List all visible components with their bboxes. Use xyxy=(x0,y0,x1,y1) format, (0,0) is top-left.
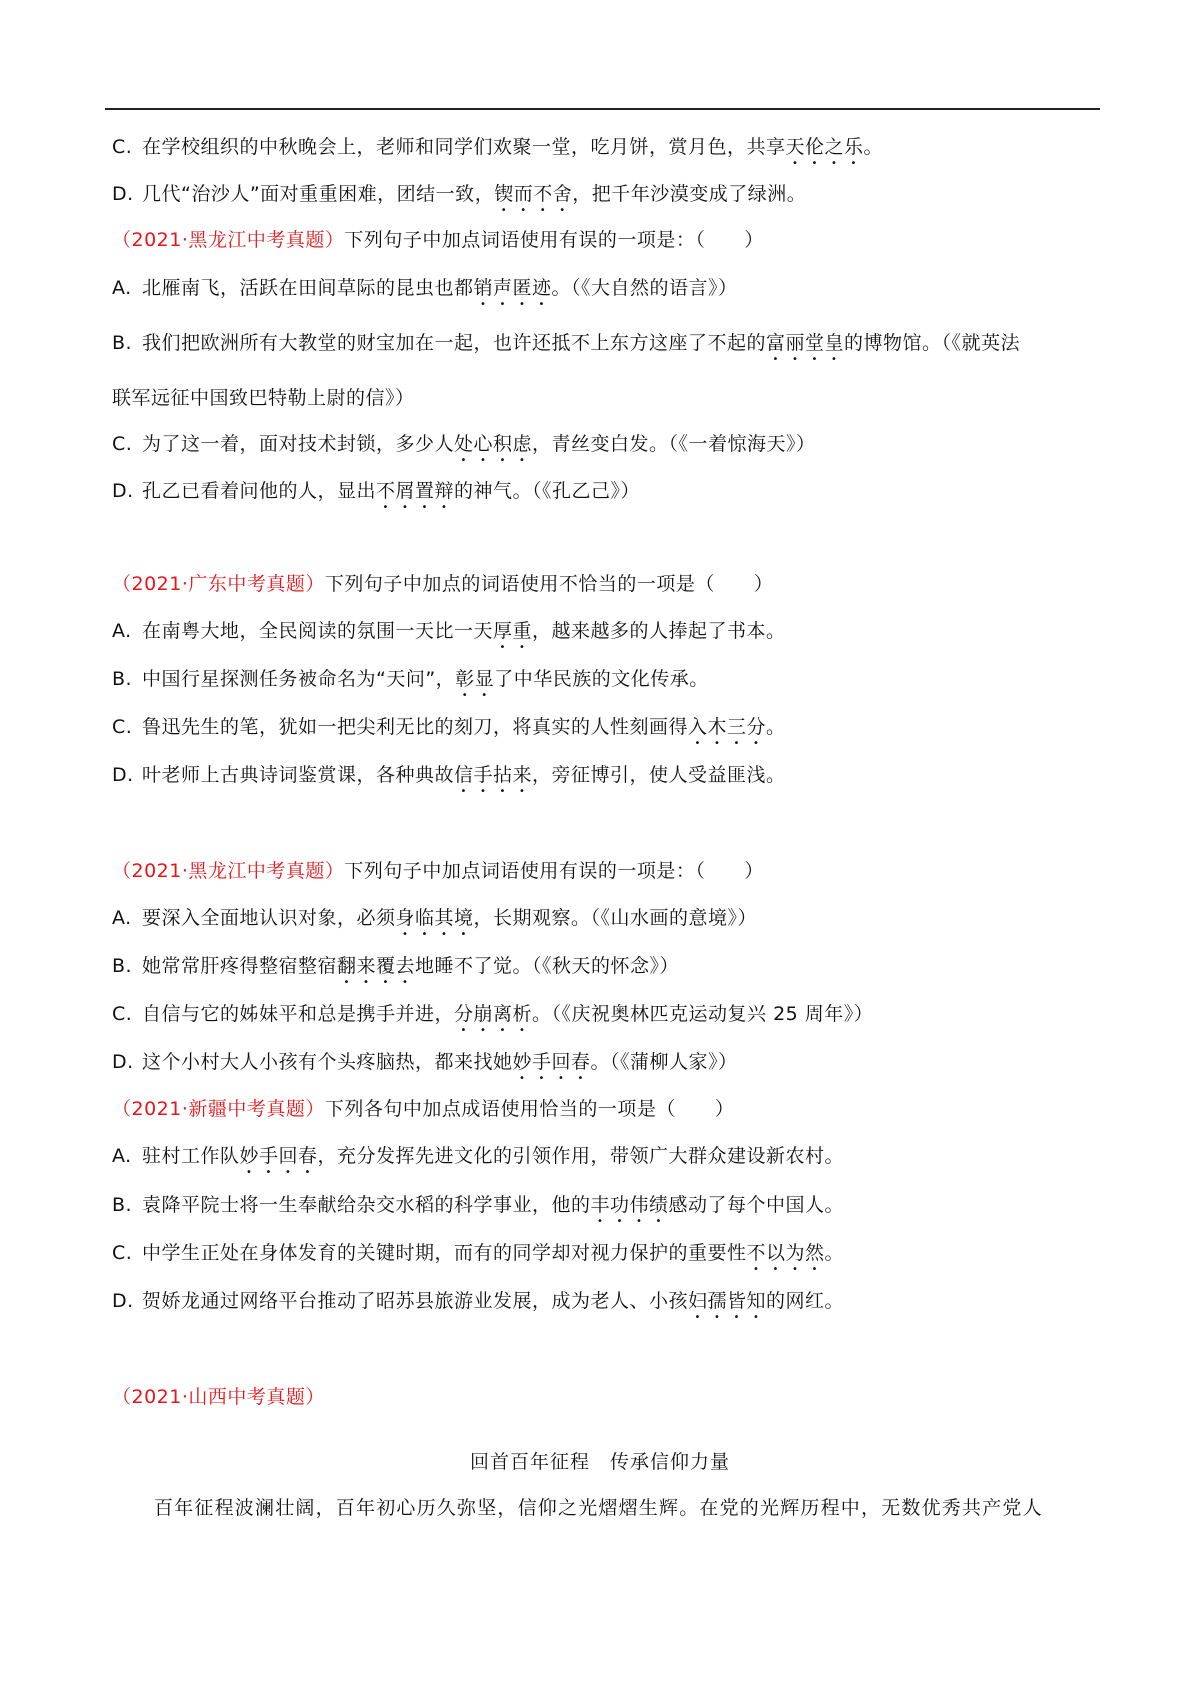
option-letter: A. xyxy=(112,620,132,642)
text-span: 我们把欧洲所有大教堂的财宝加在一起，也许还抵不上东方这座了不起的 xyxy=(142,332,767,354)
text-line xyxy=(112,133,883,169)
dotted-phrase: 锲而不舍 xyxy=(494,183,573,205)
question-source: （2021·新疆中考真题） xyxy=(112,1098,325,1120)
text-span: 的网红。 xyxy=(766,1290,845,1312)
text-span: 自信与它的姊妹平和总是携手并进， xyxy=(142,1003,455,1025)
text-line xyxy=(112,665,709,701)
option-letter: B. xyxy=(112,955,133,977)
text-span: 。（《庆祝奥林匹克运动复兴 25 周年》） xyxy=(532,1003,874,1025)
text-span: 鲁迅先生的笔，犹如一把尖利无比的刻刀，将真实的人性刻画得 xyxy=(142,716,689,738)
dotted-phrase: 妙手回春 xyxy=(239,1145,318,1167)
text-span: ，青丝变白发。（《一着惊海天》） xyxy=(532,433,816,455)
text-line xyxy=(112,904,757,940)
text-span: 为了这一着，面对技术封锁，多少人 xyxy=(142,433,455,455)
text-span: 的博物馆。（《就英法 xyxy=(844,332,1021,354)
text-span: 下列各句中加点成语使用恰当的一项是（ ） xyxy=(324,1098,735,1120)
text-line xyxy=(112,1048,738,1084)
text-span: 驻村工作队 xyxy=(142,1145,240,1167)
text-span: 下列句子中加点的词语使用不恰当的一项是（ ） xyxy=(324,573,774,595)
text-line xyxy=(112,180,806,216)
dotted-phrase: 天伦之乐 xyxy=(785,136,864,158)
dotted-phrase: 妙手回春 xyxy=(512,1051,591,1073)
text-span: 下列句子中加点词语使用有误的一项是：（ ） xyxy=(344,229,764,251)
option-letter: B. xyxy=(112,332,133,354)
text-line xyxy=(112,329,1020,365)
text-span: 孔乙已看着问他的人，显出 xyxy=(142,480,377,502)
text-span: ，充分发挥先进文化的引领作用，带领广大群众建设新农村。 xyxy=(317,1145,845,1167)
text-line xyxy=(112,1191,844,1227)
text-span: 在学校组织的中秋晚会上，老师和同学们欢聚一堂，吃月饼，赏月色，共享 xyxy=(142,136,786,158)
dotted-phrase: 厚重 xyxy=(493,620,533,642)
option-letter: D. xyxy=(112,1290,134,1312)
dotted-phrase: 富丽堂皇 xyxy=(766,332,845,354)
text-span: ，把千年沙漠变成了绿洲。 xyxy=(572,183,807,205)
top-rule xyxy=(105,108,1100,110)
text-span: 。 xyxy=(766,716,786,738)
question-source: （2021·广东中考真题） xyxy=(112,573,325,595)
text-span: 了中华民族的文化传承。 xyxy=(494,668,709,690)
text-line xyxy=(112,1000,873,1036)
text-span: 要深入全面地认识对象，必须 xyxy=(142,907,396,929)
text-span: 中国行星探测任务被命名为“天问”， xyxy=(142,668,456,690)
dotted-phrase: 不屑置辩 xyxy=(376,480,455,502)
question-source: （2021·黑龙江中考真题） xyxy=(112,229,345,251)
option-letter: B. xyxy=(112,1194,133,1216)
option-letter: A. xyxy=(112,1145,132,1167)
dotted-phrase: 身临其境 xyxy=(395,907,474,929)
option-letter: C. xyxy=(112,136,133,158)
text-span: ，长期观察。（《山水画的意境》） xyxy=(473,907,758,929)
text-span: 。（《大自然的语言》） xyxy=(551,277,738,299)
text-span: ，越来越多的人捧起了书本。 xyxy=(532,620,786,642)
text-line xyxy=(112,857,764,885)
option-letter: D. xyxy=(112,1051,134,1073)
text-span: 这个小村大人小孩有个头疼脑热，都来找她 xyxy=(142,1051,513,1073)
text-line xyxy=(112,430,816,466)
option-letter: A. xyxy=(112,907,132,929)
text-span: 几代“治沙人”面对重重困难，团结一致， xyxy=(142,183,495,205)
dotted-phrase: 翻来覆去 xyxy=(337,955,416,977)
text-line xyxy=(112,1095,734,1123)
text-span: 贺娇龙通过网络平台推动了昭苏县旅游业发展，成为老人、小孩 xyxy=(142,1290,689,1312)
text-line xyxy=(112,952,679,988)
text-line xyxy=(112,274,738,310)
text-line xyxy=(112,1239,844,1275)
option-letter: D. xyxy=(112,183,134,205)
dotted-phrase: 丰功伟绩 xyxy=(590,1194,669,1216)
question-source: （2021·黑龙江中考真题） xyxy=(112,860,345,882)
dotted-phrase: 不以为然 xyxy=(746,1242,825,1264)
text-span: 。 xyxy=(863,136,884,158)
text-span: 袁降平院士将一生奉献给杂交水稻的科学事业，他的 xyxy=(142,1194,591,1216)
option-letter: B. xyxy=(112,668,133,690)
text-span: 。（《蒲柳人家》） xyxy=(590,1051,738,1073)
question-source: （2021·山西中考真题） xyxy=(112,1386,325,1408)
option-letter: C. xyxy=(112,1003,133,1025)
text-span: 感动了每个中国人。 xyxy=(668,1194,845,1216)
text-span: 联军远征中国致巴特勒上尉的信》） xyxy=(112,387,415,409)
option-letter: C. xyxy=(112,716,133,738)
option-letter: D. xyxy=(112,480,134,502)
text-line xyxy=(112,761,786,797)
text-line xyxy=(112,713,786,749)
text-line xyxy=(112,384,415,412)
text-line xyxy=(112,1383,325,1411)
text-line xyxy=(112,617,786,653)
text-span: 北雁南飞，活跃在田间草际的昆虫也都 xyxy=(142,277,474,299)
dotted-phrase: 信手拈来 xyxy=(454,764,533,786)
text-span: 她常常肝疼得整宿整宿 xyxy=(142,955,338,977)
dotted-phrase: 处心积虑 xyxy=(454,433,533,455)
text-line xyxy=(112,1142,844,1178)
text-line xyxy=(112,477,640,513)
text-span: 地睡不了觉。（《秋天的怀念》） xyxy=(415,955,680,977)
dotted-phrase: 妇孺皆知 xyxy=(688,1290,767,1312)
text-line xyxy=(112,226,764,254)
dotted-phrase: 销声匿迹 xyxy=(473,277,552,299)
dotted-phrase: 分崩离析 xyxy=(454,1003,533,1025)
text-line xyxy=(112,1287,844,1323)
article-title: 回首百年征程 传承信仰力量 xyxy=(469,1451,730,1473)
text-line xyxy=(112,570,773,598)
option-letter: D. xyxy=(112,764,134,786)
text-span: 叶老师上古典诗词鉴赏课，各种典故 xyxy=(142,764,455,786)
text-span: ，旁征博引，使人受益匪浅。 xyxy=(532,764,786,786)
dotted-phrase: 入木三分 xyxy=(688,716,767,738)
dotted-phrase: 彰显 xyxy=(455,668,495,690)
text-span: 的神气。（《孔乙己》） xyxy=(454,480,641,502)
option-letter: C. xyxy=(112,433,133,455)
text-span: 中学生正处在身体发育的关键时期，而有的同学却对视力保护的重要性 xyxy=(142,1242,747,1264)
text-span: 。 xyxy=(824,1242,845,1264)
option-letter: C. xyxy=(112,1242,133,1264)
text-span: 在南粤大地，全民阅读的氛围一天比一天 xyxy=(142,620,494,642)
option-letter: A. xyxy=(112,277,132,299)
text-span: 下列句子中加点词语使用有误的一项是：（ ） xyxy=(344,860,764,882)
article-first-line: 百年征程波澜壮阔，百年初心历久弥坚，信仰之光熠熠生辉。在党的光辉历程中，无数优秀共产党人 xyxy=(154,1497,1043,1519)
